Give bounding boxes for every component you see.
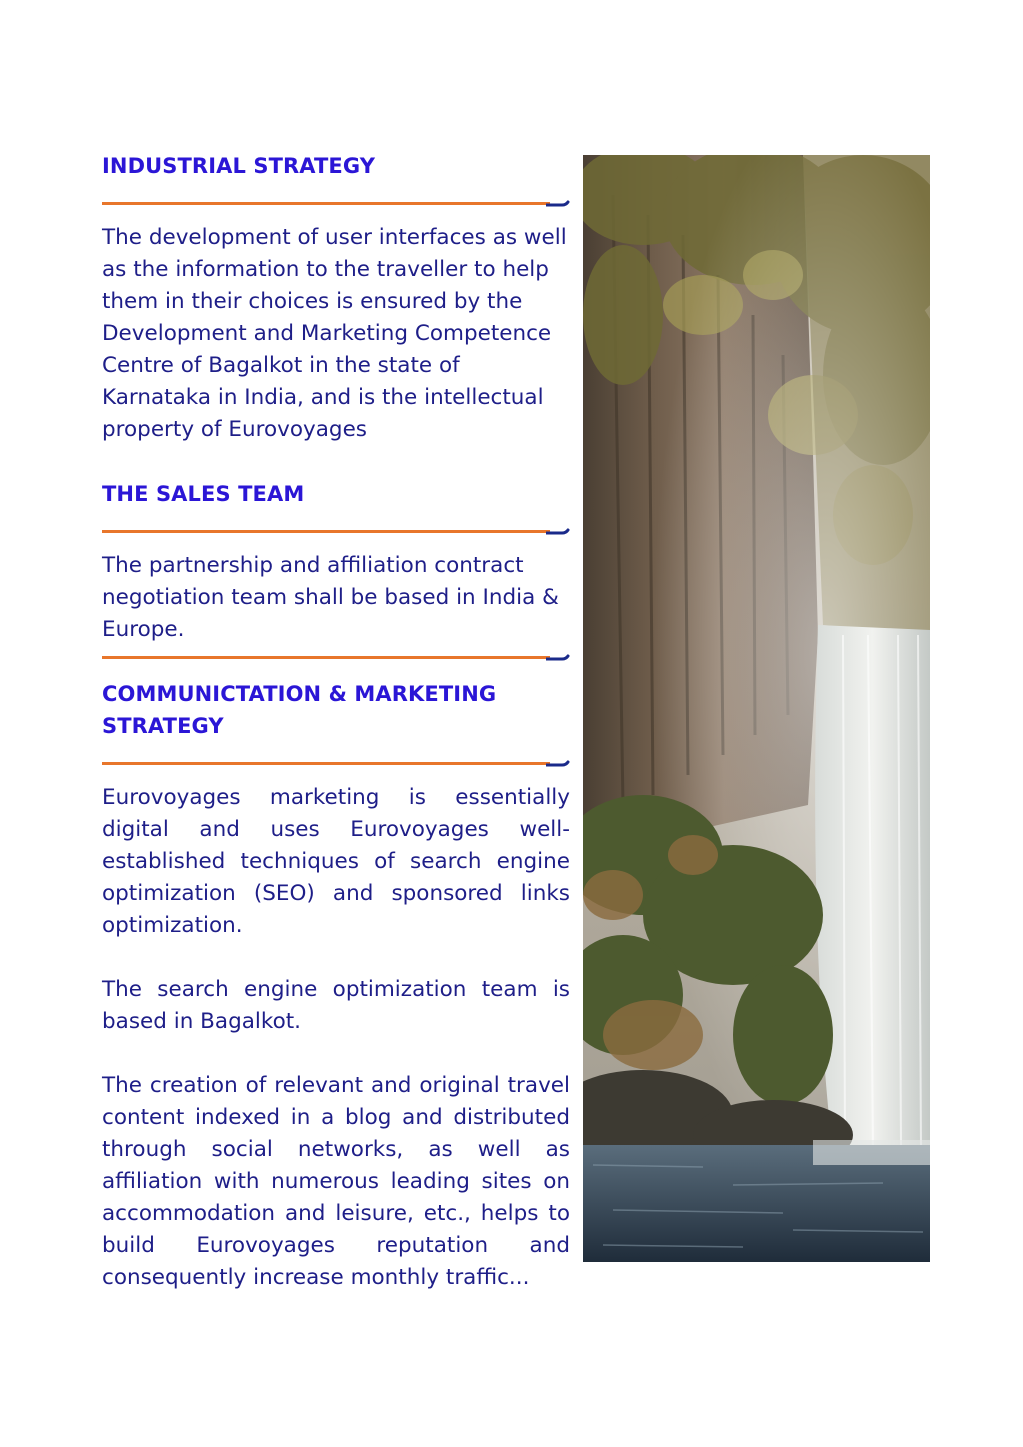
communication-marketing-heading: COMMUNICTATION & MARKETING STRATEGY: [102, 682, 497, 738]
marketing-text-1: Eurovoyages marketing is essentially digital and uses Eurovoyages well-established techniques of search engine optimization (SEO) and sponsored links optimization.: [102, 785, 570, 938]
section-divider: [102, 756, 570, 770]
text-column: [102, 150, 570, 1294]
waterfall-photo: [583, 155, 930, 1262]
industrial-strategy-text: The development of user interfaces as well as the information to the traveller to help them in their choices is ensured by the Development and Marketing Competence Centre of Bagalkot in the state of Karnataka in India, and is the intellectual property of Eurovoyages: [102, 225, 567, 442]
section-divider: [102, 196, 570, 210]
marketing-text-3: The creation of relevant and original travel content indexed in a blog and distributed through social networks, as well as affiliation with numerous leading sites on accommodation and leisure, etc., helps to build Eurovoyages reputation and consequently increase monthly traffic...: [102, 1073, 570, 1290]
sales-team-heading: THE SALES TEAM: [102, 482, 305, 506]
industrial-strategy-heading: INDUSTRIAL STRATEGY: [102, 154, 376, 178]
section-divider: [102, 524, 570, 538]
sales-team-text: The partnership and affiliation contract negotiation team shall be based in India & Europe.: [102, 553, 559, 642]
marketing-text-2: The search engine optimization team is based in Bagalkot.: [102, 977, 570, 1034]
section-divider: [102, 650, 570, 664]
